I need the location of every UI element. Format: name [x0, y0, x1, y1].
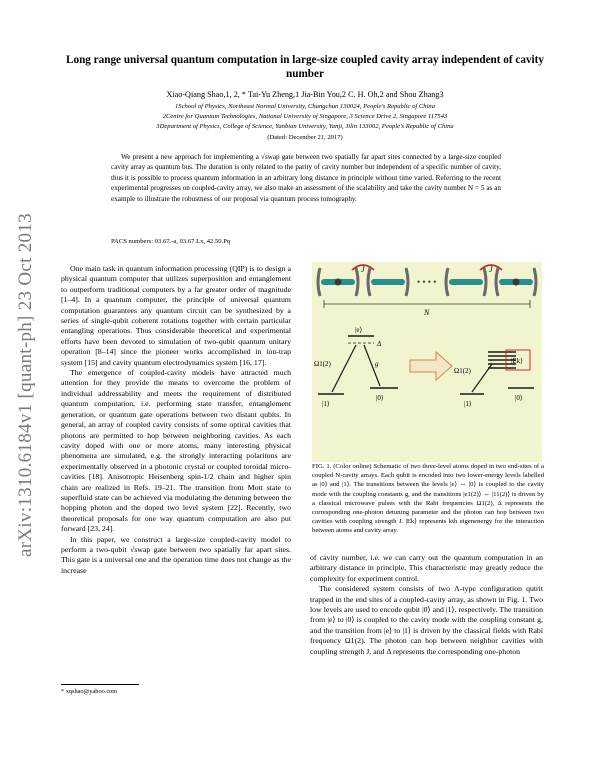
left-column — [61, 264, 291, 576]
eigen-level-label: |Ek⟩ — [511, 357, 523, 365]
figure-1-schematic — [312, 262, 542, 462]
body-paragraph: of cavity number, i.e. we can carry out the quantum computation in an arbitrary distance in principle. This characteristic may greatly reduce the complexity for experiment control. — [310, 553, 543, 583]
level-0-label: |0⟩ — [376, 394, 384, 402]
abstract: We present a new approach for implementing a √swap gate between two spatially far apart sites connected by a large-size coupled cavity array as quantum bus. The duration is only related to the parity of cavity number but independent of a specific number of cavity, thus it is possible to process quantum information in an arbitrary long distance in principle without time varied. Referring to the recent experimental progresses on coupled-cavity array, we also make an assessment of the scalability and take the cavity number N = 5 as an example to illustrate the robustness of our proposal via quantum process tomography. — [111, 153, 501, 203]
body-paragraph: The emergence of coupled-cavity models have attracted much attention for they provide the means to overcome the problem of individual addressability and meets the requirement of distributed quantum computation, i.e. performing state transfer, entanglement generation, or quantum gate operations between two distant qubits. In general, an array of coupled cavity consists of some optical cavities that photons are permitted to hop between neighboring cavities. As each cavity doped with one or more atoms, many interesting physical phenomena are simulated, e.g. the strongly interacting polaritons are experimentally observed in a photonic crystal or coupled toroidal micro-cavities [18]. Anisotropic Heisenberg spin-1/2 chain and higher spin chain are realized in Refs. 19–21. The transition from Mott state to superfluid state can be achieved via modulating the detuning between the hopping photon and the doped two level system [22]. Recently, two theoretical proposals for one way quantum computation are also put forward [23, 24]. — [61, 368, 291, 534]
author-list: Xiao-Qiang Shao,1, 2, * Tai-Yu Zheng,1 Jia-Bin You,2 C. H. Oh,2 and Shou Zhang3 — [166, 90, 444, 99]
cavity-mode — [449, 279, 483, 285]
rabi-label: Ω1(2) — [454, 367, 471, 375]
body-paragraph: One main task in quantum information processing (QIP) is to design a physical quantum computer that utilizes superposition and entanglement to outperform traditional computers by a far greater order of magnitude [1–4]. In a quantum computer, the principle of universal quantum computation guarantees any quantum circuit can be synthesized by a series of single-qubit coherent rotations together with certain particular entangling operations. Thus considerable theoretical and experimental efforts have been devoted to simulation of two-qubit quantum unitary operation [8–14] since the pioneer works accomplished in ion-trap system [15] and cavity quantum electrodynamics system [16, 17]. — [61, 264, 291, 367]
level-1-label: |1⟩ — [322, 400, 330, 408]
body-paragraph: The considered system consists of two Λ-type configuration qutrit trapped in the end sites of a coupled-cavity array, as shown in Fig. 1. Two low levels are used to encode qubit |0⟩ and |1⟩, respectively. The transition from |e⟩ to |0⟩ is coupled to the cavity mode with the coupling constant g, and the transition from |e⟩ to |1⟩ is driven by the classical fields with Rabi frequency Ω1(2). The photon can hop between neighbor cavities with coupling strength J, and Δ represents the corresponding one-photon — [310, 584, 543, 656]
array-length-label: N — [424, 308, 430, 317]
affiliation-2: 2Centre for Quantum Technologies, National University of Singapore, 3 Science Drive 2, Singapore 117543 — [162, 113, 448, 120]
arxiv-stamp-text: arXiv:1310.6184v1 [quant-ph] 23 Oct 2013 — [15, 213, 37, 557]
level-e-label: |e⟩ — [355, 326, 363, 334]
arxiv-stamp — [6, 170, 46, 600]
footnote-email: * xqshao@yahoo.com — [61, 688, 118, 695]
rabi-label: Ω1(2) — [314, 360, 331, 368]
figure-caption: FIG. 1. (Color online) Schematic of two three-level atoms doped in two end-sites of a coupled N-cavity arrays. Each qubit is encoded into two lower-energy levels labelled as |0⟩ and |1⟩. The transitions between the levels |e⟩ ⇔ |0⟩ is coupled to the cavity mode with the coupling constants g, and the transitions |e1(2)⟩ ⇔ |11(2)⟩ is driven by a classical microwave pulses with the Rabi frequencies Ω1(2), Δ represents the corresponding one-photon detuning parameter and the photon can hop between two cavities with coupling strength J. |Ek⟩ represents kth eigenenergy for the interaction between atoms and cavity array. — [312, 463, 544, 535]
coupling-label: g — [375, 360, 379, 368]
hop-label-j: J — [361, 265, 365, 274]
affiliation-3: 3Department of Physics, College of Science, Yanbian University, Yanji, Jilin 133002, People's Republic of China — [156, 123, 454, 130]
affiliation-1: 1School of Physics, Northeast Normal University, Changchun 130024, People's Republic of China — [174, 103, 435, 110]
cavity-mode — [371, 279, 405, 285]
level-1-label: |1⟩ — [464, 400, 472, 408]
hop-label-j: J — [489, 265, 493, 274]
atom-icon — [335, 279, 342, 286]
level-0-label: |0⟩ — [515, 394, 523, 402]
pacs-numbers: PACS numbers: 03.67.-a, 03.67.Lx, 42.50.Pq — [111, 238, 231, 245]
body-paragraph: In this paper, we construct a large-size coupled-cavity model to perform a two-qubit √swap gate between two spatially far apart sites. This gate is a universal one and the operation time does not change as the increase — [61, 534, 291, 575]
atom-icon — [513, 279, 520, 286]
figure-1 — [312, 262, 542, 477]
ellipsis-icon: • • • • — [417, 277, 437, 287]
date-line: (Dated: December 21, 2017) — [267, 134, 343, 141]
right-column — [310, 553, 543, 657]
paper-title: Long range universal quantum computation in large-size coupled cavity array independent of cavity number — [66, 54, 544, 80]
detuning-label: Δ — [377, 340, 382, 348]
footnote-rule — [61, 684, 139, 685]
